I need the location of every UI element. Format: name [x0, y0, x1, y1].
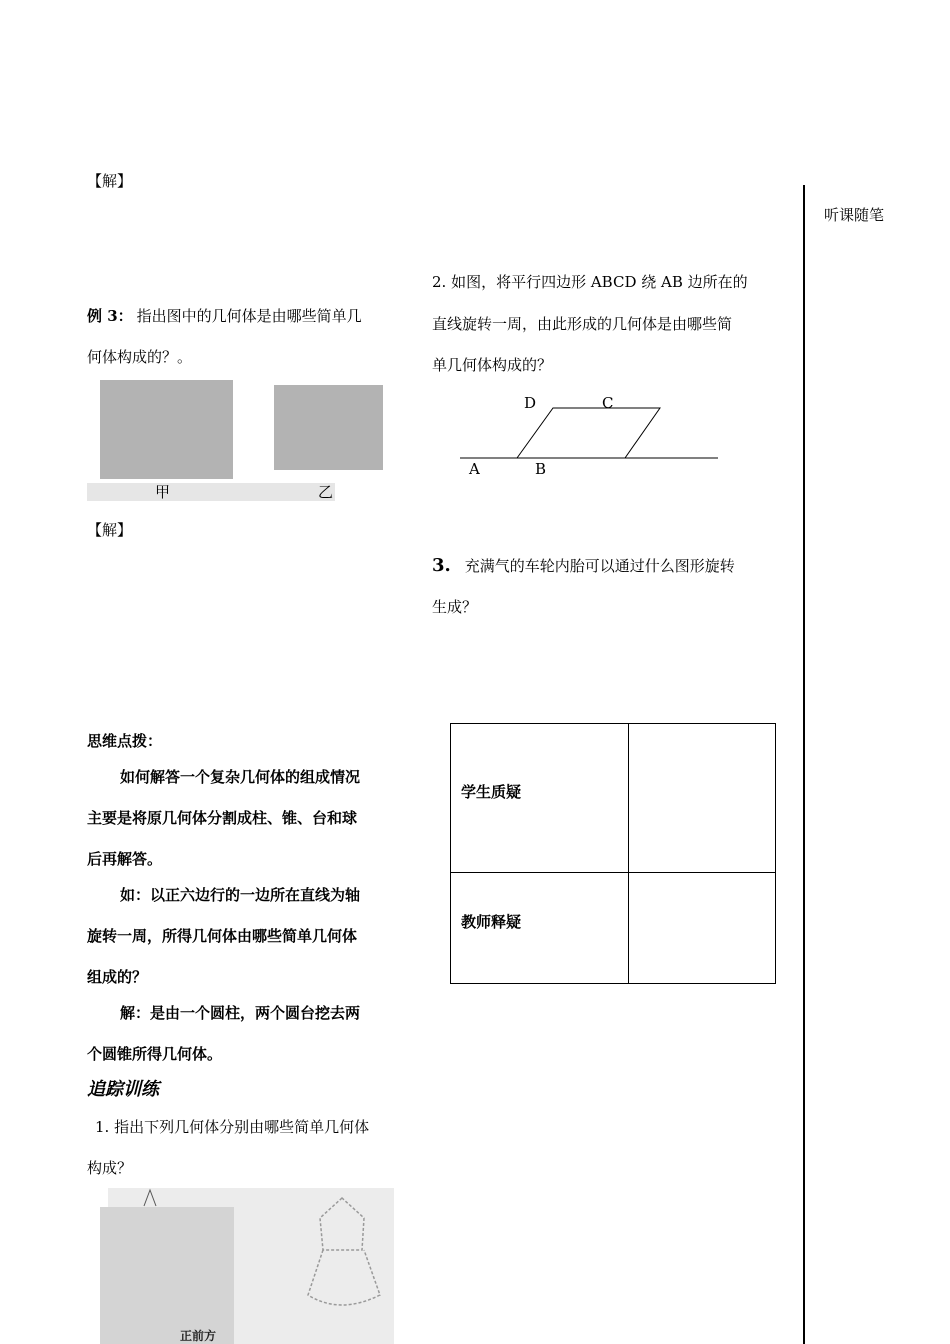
- example3-label: 例 3：: [87, 307, 133, 325]
- tracking-figure-left-image: [100, 1207, 234, 1344]
- solution-label-1: 【解】: [87, 172, 133, 190]
- q3-line1: [432, 556, 735, 576]
- thinking-line-5: 旋转一周，所得几何体由哪些简单几何体: [87, 927, 358, 945]
- figure-yi-image: [274, 385, 383, 470]
- margin-note-label: 听课随笔: [824, 206, 885, 224]
- q3-text-line1: 充满气的车轮内胎可以通过什么图形旋转: [464, 557, 735, 575]
- figure-label-jia: 甲: [155, 483, 171, 501]
- example3-text-line2: 何体构成的？。: [87, 348, 193, 366]
- thinking-line-4: 如：以正六边行的一边所在直线为轴: [120, 886, 361, 904]
- table-row-divider: [451, 872, 775, 873]
- table-row-student-questions: 学生质疑: [461, 783, 522, 801]
- q3-line2: 生成？: [432, 598, 478, 616]
- q2-line2: 直线旋转一周，由此形成的几何体是由哪些简: [432, 315, 733, 333]
- tracking-figure-apex-mark: [140, 1188, 160, 1208]
- thinking-line-2: 主要是将原几何体分割成柱、锥、台和球: [87, 809, 358, 827]
- tracking-figure-sketch: [290, 1190, 390, 1315]
- q2-line3: 单几何体构成的？: [432, 356, 553, 374]
- table-row-teacher-answers: 教师释疑: [461, 913, 522, 931]
- thinking-line-3: 后再解答。: [87, 850, 163, 868]
- figure-jia-image: [100, 380, 233, 479]
- solution-label-2: 【解】: [87, 521, 133, 539]
- q3-number: 3.: [432, 555, 451, 576]
- parallelogram-abcd: [517, 408, 660, 458]
- thinking-title: 思维点拨：: [87, 732, 163, 750]
- tracking-q1-line2: 构成？: [87, 1159, 133, 1177]
- vertex-label-d: D: [524, 394, 537, 412]
- question-answer-table: [450, 723, 776, 984]
- vertex-label-c: C: [602, 394, 614, 412]
- q2-line1: 2. 如图，将平行四边形 ABCD 绕 AB 边所在的: [432, 273, 748, 291]
- table-column-divider: [628, 724, 629, 983]
- vertex-label-a: A: [469, 460, 480, 478]
- tracking-figure-caption: 正前方: [180, 1329, 217, 1343]
- example3-line1: [87, 306, 362, 326]
- tracking-q1-line1: 1. 指出下列几何体分别由哪些简单几何体: [95, 1118, 370, 1136]
- figure-label-yi: 乙: [318, 483, 334, 501]
- vertex-label-b: B: [535, 460, 547, 478]
- parallelogram-diagram: [455, 390, 725, 485]
- example3-text-line1: 指出图中的几何体是由哪些简单几: [136, 307, 362, 325]
- thinking-line-1: 如何解答一个复杂几何体的组成情况: [120, 768, 361, 786]
- thinking-line-7: 解：是由一个圆柱，两个圆台挖去两: [120, 1004, 361, 1022]
- figure-caption-bar: [87, 483, 335, 501]
- margin-divider-line: [803, 185, 805, 1344]
- thinking-line-6: 组成的？: [87, 968, 148, 986]
- tracking-title: 追踪训练: [87, 1079, 159, 1100]
- thinking-line-8: 个圆锥所得几何体。: [87, 1045, 223, 1063]
